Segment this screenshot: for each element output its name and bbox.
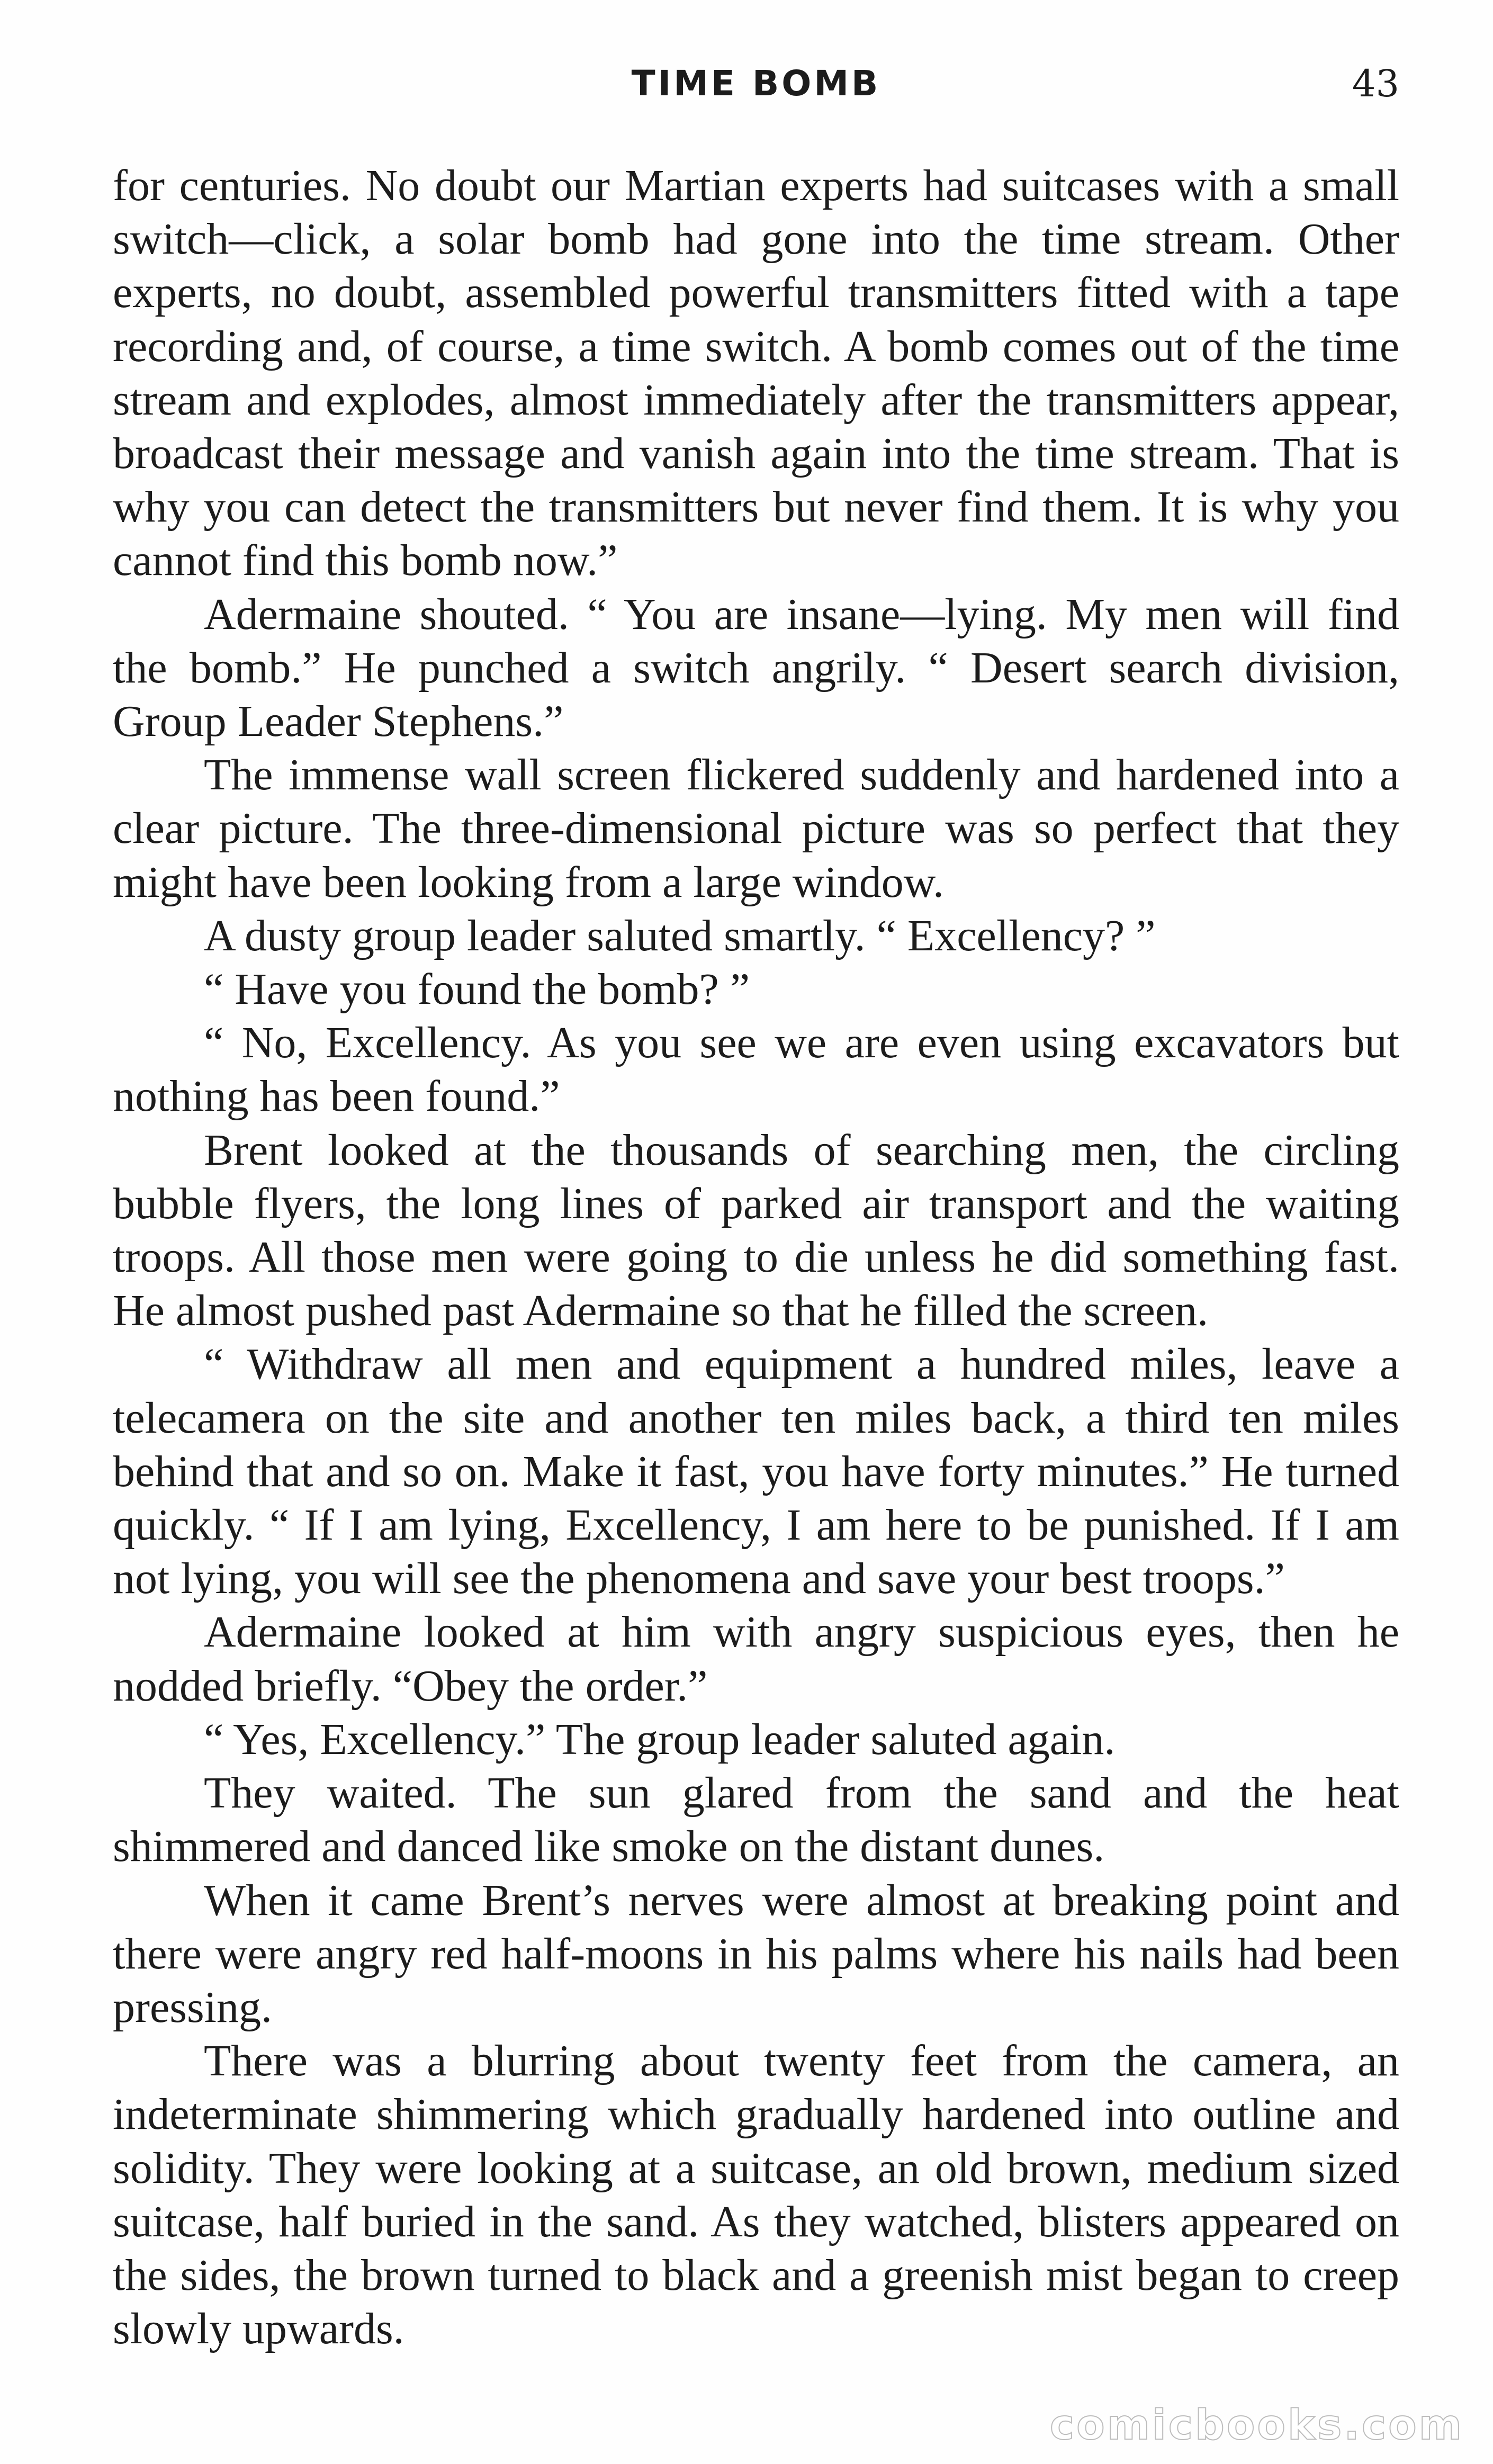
page-number: 43 [1352, 62, 1399, 105]
paragraph: “ Yes, Excellency.” The group leader saluted again. [204, 1714, 1116, 1764]
paragraph: There was a blurring about twenty feet from the camera, an indeterminate shimmering which gradually hardened into outline and solidity. They were looking at a suitcase, an old brown, medium sized suitcase, half buried in the sand. As they watched, blisters appeared on the sides, the brown turned to black and a greenish mist began to creep slowly upwards. [113, 2036, 1399, 2354]
paragraph: When it came Brent’s nerves were almost at breaking point and there were angry red half-moons in his palms where his nails had been pressing. [113, 1875, 1399, 2032]
paragraph: “ No, Excellency. As you see we are even using excavators but nothing has been found.” [113, 1018, 1399, 1121]
running-head [113, 57, 1399, 110]
site-watermark: comicbooks.com [1049, 2402, 1464, 2449]
paragraph: They waited. The sun glared from the sand and the heat shimmered and danced like smoke on the distant dunes. [113, 1768, 1399, 1872]
paragraph: “ Have you found the bomb? ” [204, 965, 750, 1014]
chapter-title: TIME BOMB [631, 63, 881, 104]
paragraph: Adermaine shouted. “ You are insane—lying. My men will find the bomb.” He punched a switch angrily. “ Desert search division, Group Leader Stephens.” [113, 589, 1399, 747]
paragraph: Adermaine looked at him with angry suspicious eyes, then he nodded briefly. “Obey the order.” [113, 1607, 1399, 1711]
paragraph: for centuries. No doubt our Martian experts had suitcases with a small switch—click, a solar bomb had gone into the time stream. Other experts, no doubt, assembled powerful transmitters fitted with a tape recording and, of course, a time switch. A bomb comes out of the time stream and explodes, almost immediately after the transmitters appear, broadcast their message and vanish again into the time stream. That is why you can detect the transmitters but never find them. It is why you cannot find this bomb now.” [113, 161, 1399, 586]
body-text [113, 159, 1399, 2355]
paragraph: “ Withdraw all men and equipment a hundred miles, leave a telecamera on the site and another ten miles back, a third ten miles behind that and so on. Make it fast, you have forty minutes.” He turned quickly. “ If I am lying, Excellency, I am here to be punished. If I am not lying, you will see the phenomena and save your best troops.” [113, 1339, 1399, 1604]
paragraph: The immense wall screen flickered suddenly and hardened into a clear picture. The three-dimensional picture was so perfect that they might have been looking from a large window. [113, 750, 1399, 907]
paragraph: A dusty group leader saluted smartly. “ Excellency? ” [204, 911, 1156, 960]
paragraph: Brent looked at the thousands of searching men, the circling bubble flyers, the long lines of parked air transport and the waiting troops. All those men were going to die unless he did something fast. He almost pushed past Adermaine so that he filled the screen. [113, 1125, 1399, 1336]
